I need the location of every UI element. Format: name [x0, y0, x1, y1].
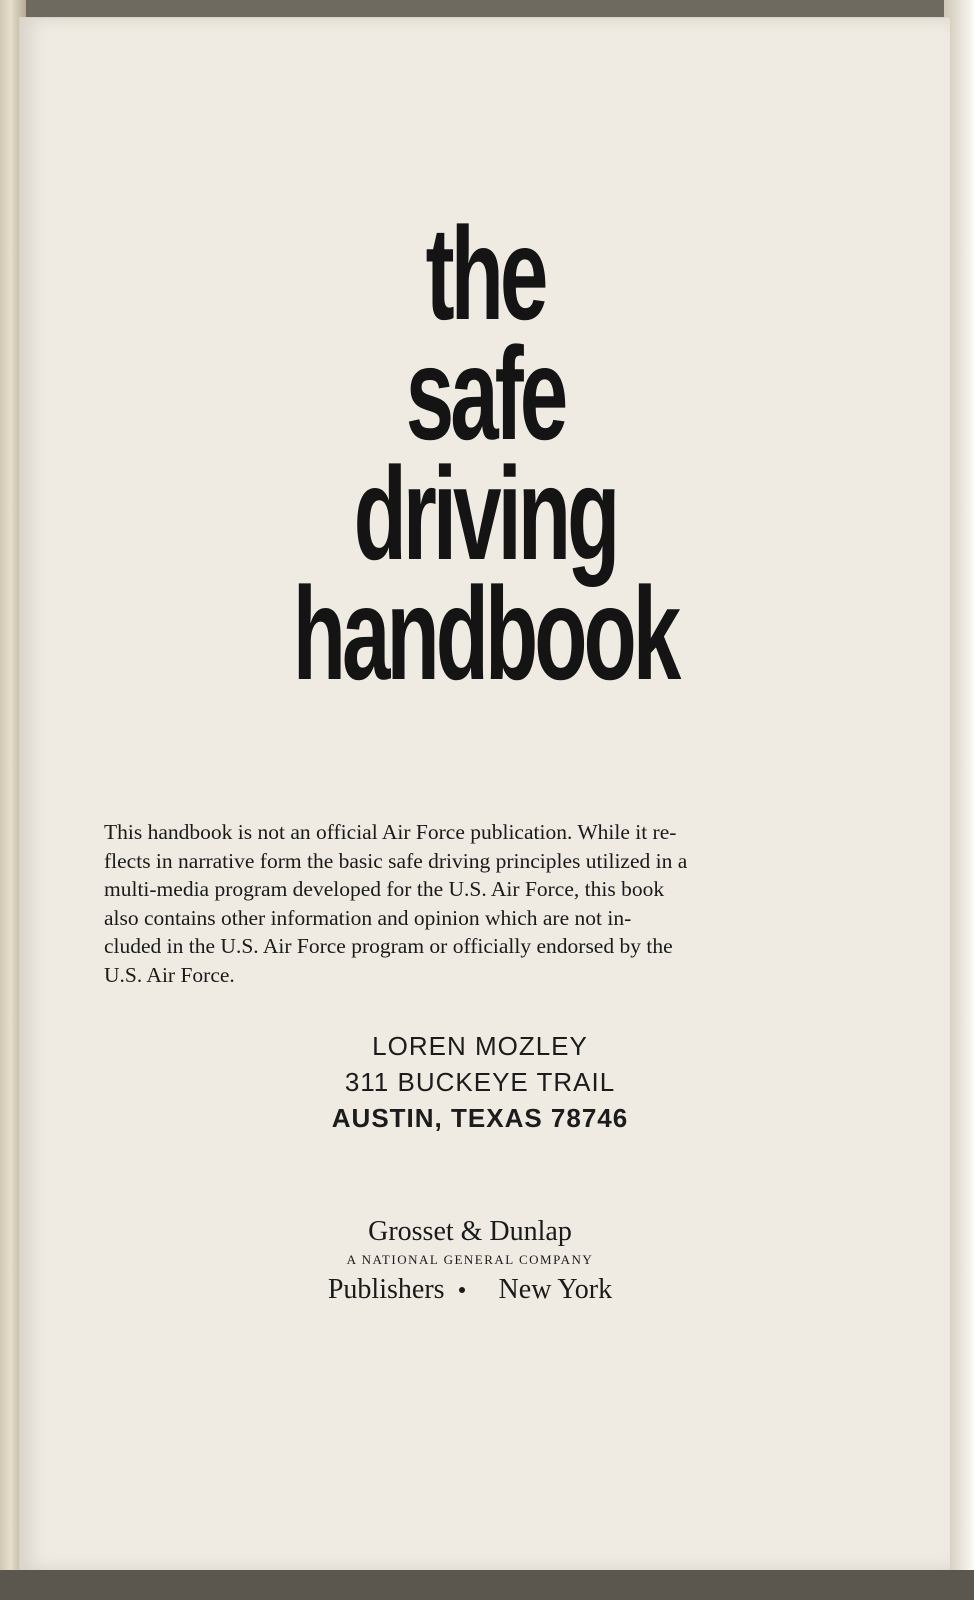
title-line-safe: safe	[405, 320, 565, 467]
publisher-name: Grosset & Dunlap	[368, 1216, 572, 1247]
stamp-city: AUSTIN, TEXAS 78746	[331, 1103, 629, 1133]
publisher-block	[250, 1214, 690, 1310]
disclaimer-line: cluded in the U.S. Air Force program or officially endorsed by the	[104, 934, 673, 958]
disclaimer-line: also contains other information and opinion which are not in-	[104, 905, 632, 930]
desk-surface	[0, 1570, 974, 1600]
publisher-location-row	[250, 1270, 690, 1310]
title-page	[20, 18, 950, 1570]
stamp-name: LOREN MOZLEY	[372, 1031, 588, 1061]
bullet-dot-icon	[459, 1287, 465, 1293]
book-title	[178, 200, 792, 707]
title-line-the: the	[425, 200, 545, 347]
stamp-street: 311 BUCKEYE TRAIL	[344, 1067, 616, 1097]
publisher-city: New York	[498, 1274, 613, 1305]
disclaimer-line: flects in narrative form the basic safe driving principles utilized in a	[104, 848, 688, 873]
disclaimer-paragraph	[104, 818, 830, 989]
disclaimer-line: This handbook is not an official Air Force publication. While it re-	[104, 820, 677, 844]
title-line-driving: driving	[353, 440, 617, 587]
owner-address-stamp	[290, 1028, 670, 1136]
disclaimer-line: multi-media program developed for the U.S. Air Force, this book	[104, 877, 665, 901]
publisher-label: Publishers	[327, 1274, 445, 1305]
publisher-subtitle: A NATIONAL GENERAL COMPANY	[346, 1252, 594, 1267]
title-line-handbook: handbook	[292, 560, 678, 707]
disclaimer-line: U.S. Air Force.	[104, 962, 235, 987]
